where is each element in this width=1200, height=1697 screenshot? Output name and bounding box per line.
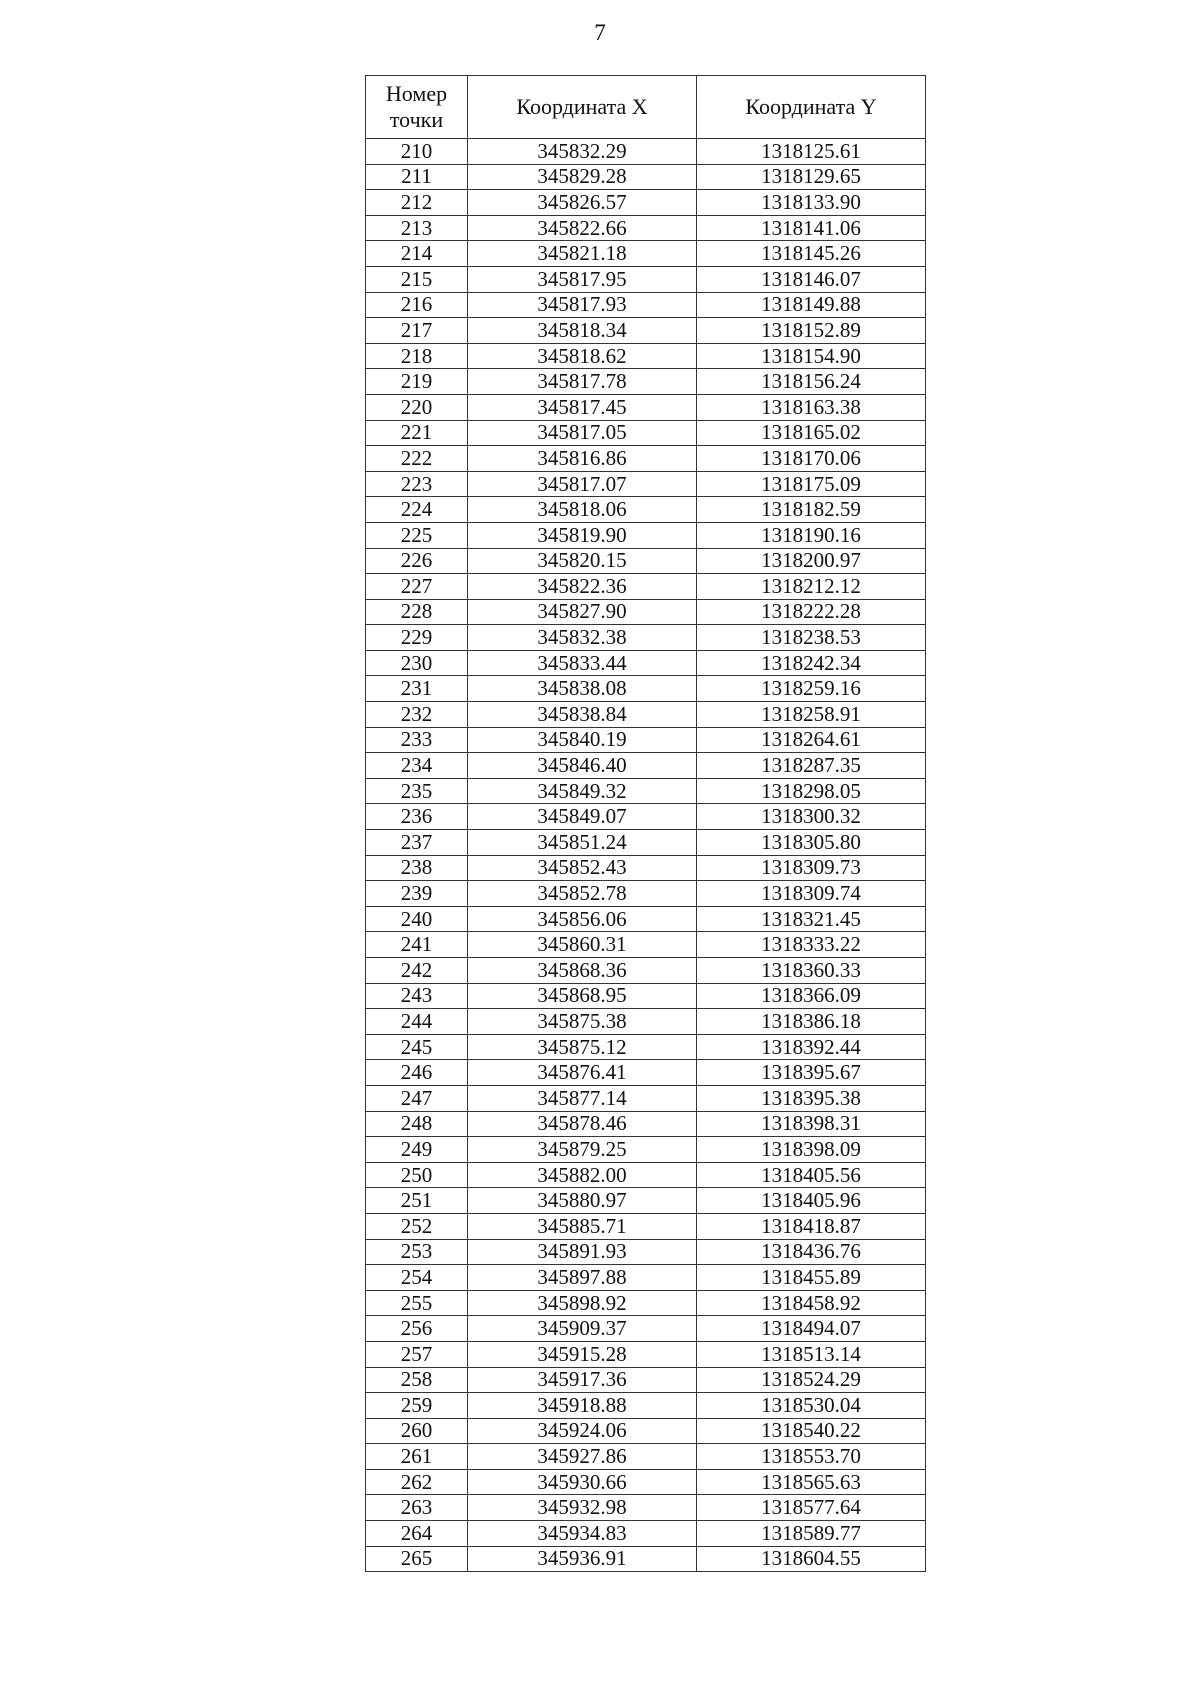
table-row: [366, 702, 926, 728]
cell-coordinate-x: 345891.93: [468, 1239, 697, 1265]
cell-coordinate-y: 1318455.89: [697, 1265, 926, 1291]
table-body: [366, 139, 926, 1572]
table-row: [366, 1546, 926, 1572]
table-row: [366, 1393, 926, 1419]
cell-coordinate-y: 1318258.91: [697, 702, 926, 728]
coordinates-table: [365, 75, 926, 1572]
cell-coordinate-x: 345846.40: [468, 753, 697, 779]
cell-point-number: 242: [366, 958, 468, 984]
table-row: [366, 292, 926, 318]
table-row: [366, 1367, 926, 1393]
cell-coordinate-x: 345818.34: [468, 318, 697, 344]
table-row: [366, 1188, 926, 1214]
header-coordinate-x: Координата X: [468, 76, 697, 139]
cell-point-number: 252: [366, 1213, 468, 1239]
table-row: [366, 830, 926, 856]
cell-point-number: 256: [366, 1316, 468, 1342]
table-row: [366, 522, 926, 548]
cell-coordinate-y: 1318530.04: [697, 1393, 926, 1419]
cell-coordinate-y: 1318333.22: [697, 932, 926, 958]
cell-coordinate-x: 345849.07: [468, 804, 697, 830]
cell-point-number: 251: [366, 1188, 468, 1214]
table-row: [366, 778, 926, 804]
cell-coordinate-x: 345822.66: [468, 215, 697, 241]
cell-coordinate-y: 1318165.02: [697, 420, 926, 446]
table-row: [366, 1495, 926, 1521]
cell-point-number: 222: [366, 446, 468, 472]
cell-coordinate-y: 1318392.44: [697, 1034, 926, 1060]
cell-coordinate-x: 345832.29: [468, 139, 697, 165]
cell-coordinate-y: 1318589.77: [697, 1521, 926, 1547]
table-row: [366, 1162, 926, 1188]
cell-point-number: 233: [366, 727, 468, 753]
cell-coordinate-y: 1318212.12: [697, 574, 926, 600]
table-row: [366, 1341, 926, 1367]
cell-coordinate-y: 1318577.64: [697, 1495, 926, 1521]
cell-coordinate-x: 345852.78: [468, 881, 697, 907]
cell-point-number: 248: [366, 1111, 468, 1137]
cell-coordinate-y: 1318145.26: [697, 241, 926, 267]
cell-coordinate-y: 1318386.18: [697, 1009, 926, 1035]
table-row: [366, 650, 926, 676]
cell-coordinate-y: 1318405.56: [697, 1162, 926, 1188]
cell-coordinate-y: 1318395.38: [697, 1085, 926, 1111]
cell-point-number: 264: [366, 1521, 468, 1547]
cell-coordinate-x: 345877.14: [468, 1085, 697, 1111]
cell-coordinate-y: 1318553.70: [697, 1444, 926, 1470]
table-row: [366, 983, 926, 1009]
cell-point-number: 238: [366, 855, 468, 881]
cell-point-number: 253: [366, 1239, 468, 1265]
cell-coordinate-y: 1318540.22: [697, 1418, 926, 1444]
cell-coordinate-y: 1318321.45: [697, 906, 926, 932]
cell-coordinate-x: 345909.37: [468, 1316, 697, 1342]
cell-coordinate-y: 1318238.53: [697, 625, 926, 651]
cell-coordinate-x: 345851.24: [468, 830, 697, 856]
table-row: [366, 932, 926, 958]
table-row: [366, 215, 926, 241]
cell-point-number: 217: [366, 318, 468, 344]
cell-coordinate-y: 1318163.38: [697, 394, 926, 420]
cell-coordinate-x: 345860.31: [468, 932, 697, 958]
cell-point-number: 257: [366, 1341, 468, 1367]
cell-point-number: 265: [366, 1546, 468, 1572]
cell-point-number: 263: [366, 1495, 468, 1521]
cell-coordinate-x: 345817.45: [468, 394, 697, 420]
cell-point-number: 239: [366, 881, 468, 907]
cell-point-number: 226: [366, 548, 468, 574]
cell-coordinate-x: 345885.71: [468, 1213, 697, 1239]
cell-coordinate-y: 1318513.14: [697, 1341, 926, 1367]
cell-coordinate-x: 345880.97: [468, 1188, 697, 1214]
cell-coordinate-y: 1318405.96: [697, 1188, 926, 1214]
cell-coordinate-y: 1318152.89: [697, 318, 926, 344]
cell-coordinate-y: 1318309.73: [697, 855, 926, 881]
cell-point-number: 220: [366, 394, 468, 420]
cell-point-number: 245: [366, 1034, 468, 1060]
table-row: [366, 1085, 926, 1111]
cell-coordinate-y: 1318141.06: [697, 215, 926, 241]
table-row: [366, 266, 926, 292]
cell-coordinate-x: 345816.86: [468, 446, 697, 472]
cell-point-number: 223: [366, 471, 468, 497]
table-row: [366, 1111, 926, 1137]
table-row: [366, 1034, 926, 1060]
cell-coordinate-x: 345829.28: [468, 164, 697, 190]
table-header-row: [366, 76, 926, 139]
cell-point-number: 225: [366, 522, 468, 548]
table-row: [366, 804, 926, 830]
table-row: [366, 1213, 926, 1239]
table-row: [366, 446, 926, 472]
cell-point-number: 244: [366, 1009, 468, 1035]
cell-coordinate-y: 1318242.34: [697, 650, 926, 676]
cell-point-number: 230: [366, 650, 468, 676]
cell-coordinate-x: 345936.91: [468, 1546, 697, 1572]
cell-coordinate-y: 1318170.06: [697, 446, 926, 472]
cell-coordinate-x: 345817.05: [468, 420, 697, 446]
cell-point-number: 246: [366, 1060, 468, 1086]
cell-point-number: 228: [366, 599, 468, 625]
cell-point-number: 241: [366, 932, 468, 958]
table-row: [366, 958, 926, 984]
cell-point-number: 227: [366, 574, 468, 600]
cell-coordinate-x: 345875.12: [468, 1034, 697, 1060]
cell-coordinate-y: 1318524.29: [697, 1367, 926, 1393]
cell-coordinate-y: 1318133.90: [697, 190, 926, 216]
cell-coordinate-y: 1318604.55: [697, 1546, 926, 1572]
table-row: [366, 497, 926, 523]
cell-coordinate-x: 345879.25: [468, 1137, 697, 1163]
cell-coordinate-x: 345927.86: [468, 1444, 697, 1470]
table-row: [366, 906, 926, 932]
table-row: [366, 574, 926, 600]
table-row: [366, 241, 926, 267]
cell-coordinate-x: 345924.06: [468, 1418, 697, 1444]
cell-point-number: 255: [366, 1290, 468, 1316]
cell-coordinate-y: 1318154.90: [697, 343, 926, 369]
header-point-number: Номер точки: [366, 76, 468, 139]
table-row: [366, 548, 926, 574]
table-row: [366, 1469, 926, 1495]
cell-coordinate-x: 345868.95: [468, 983, 697, 1009]
cell-coordinate-x: 345852.43: [468, 855, 697, 881]
cell-coordinate-x: 345820.15: [468, 548, 697, 574]
table-row: [366, 1137, 926, 1163]
cell-coordinate-y: 1318366.09: [697, 983, 926, 1009]
table-row: [366, 318, 926, 344]
cell-point-number: 221: [366, 420, 468, 446]
cell-coordinate-y: 1318298.05: [697, 778, 926, 804]
cell-point-number: 240: [366, 906, 468, 932]
table-row: [366, 881, 926, 907]
table-row: [366, 1265, 926, 1291]
cell-coordinate-y: 1318190.16: [697, 522, 926, 548]
cell-coordinate-y: 1318200.97: [697, 548, 926, 574]
cell-coordinate-y: 1318264.61: [697, 727, 926, 753]
table-row: [366, 343, 926, 369]
cell-point-number: 214: [366, 241, 468, 267]
cell-coordinate-y: 1318305.80: [697, 830, 926, 856]
cell-coordinate-y: 1318182.59: [697, 497, 926, 523]
cell-point-number: 259: [366, 1393, 468, 1419]
cell-coordinate-y: 1318494.07: [697, 1316, 926, 1342]
cell-coordinate-x: 345821.18: [468, 241, 697, 267]
table-row: [366, 1521, 926, 1547]
cell-coordinate-x: 345917.36: [468, 1367, 697, 1393]
cell-point-number: 261: [366, 1444, 468, 1470]
cell-coordinate-x: 345868.36: [468, 958, 697, 984]
cell-coordinate-x: 345818.06: [468, 497, 697, 523]
cell-point-number: 224: [366, 497, 468, 523]
cell-point-number: 260: [366, 1418, 468, 1444]
table-row: [366, 471, 926, 497]
cell-coordinate-x: 345932.98: [468, 1495, 697, 1521]
cell-coordinate-x: 345840.19: [468, 727, 697, 753]
cell-point-number: 212: [366, 190, 468, 216]
cell-coordinate-x: 345826.57: [468, 190, 697, 216]
cell-coordinate-x: 345915.28: [468, 1341, 697, 1367]
table-row: [366, 190, 926, 216]
table-row: [366, 369, 926, 395]
cell-point-number: 262: [366, 1469, 468, 1495]
cell-coordinate-y: 1318398.31: [697, 1111, 926, 1137]
cell-coordinate-y: 1318418.87: [697, 1213, 926, 1239]
cell-coordinate-y: 1318125.61: [697, 139, 926, 165]
cell-coordinate-x: 345878.46: [468, 1111, 697, 1137]
cell-coordinate-y: 1318300.32: [697, 804, 926, 830]
cell-coordinate-x: 345817.95: [468, 266, 697, 292]
cell-coordinate-y: 1318395.67: [697, 1060, 926, 1086]
table-row: [366, 1418, 926, 1444]
table-row: [366, 753, 926, 779]
cell-coordinate-x: 345882.00: [468, 1162, 697, 1188]
cell-coordinate-x: 345838.84: [468, 702, 697, 728]
table-row: [366, 1060, 926, 1086]
cell-coordinate-x: 345827.90: [468, 599, 697, 625]
cell-point-number: 219: [366, 369, 468, 395]
table-row: [366, 1316, 926, 1342]
cell-coordinate-y: 1318129.65: [697, 164, 926, 190]
table-row: [366, 727, 926, 753]
cell-point-number: 231: [366, 676, 468, 702]
cell-coordinate-x: 345818.62: [468, 343, 697, 369]
cell-point-number: 237: [366, 830, 468, 856]
cell-coordinate-x: 345934.83: [468, 1521, 697, 1547]
page-number: 7: [594, 20, 606, 45]
cell-coordinate-x: 345898.92: [468, 1290, 697, 1316]
cell-coordinate-x: 345875.38: [468, 1009, 697, 1035]
table-row: [366, 855, 926, 881]
cell-point-number: 211: [366, 164, 468, 190]
cell-point-number: 236: [366, 804, 468, 830]
cell-point-number: 213: [366, 215, 468, 241]
cell-point-number: 216: [366, 292, 468, 318]
cell-coordinate-y: 1318565.63: [697, 1469, 926, 1495]
cell-coordinate-y: 1318222.28: [697, 599, 926, 625]
cell-coordinate-x: 345918.88: [468, 1393, 697, 1419]
table-row: [366, 1009, 926, 1035]
cell-point-number: 218: [366, 343, 468, 369]
cell-point-number: 210: [366, 139, 468, 165]
cell-point-number: 258: [366, 1367, 468, 1393]
cell-point-number: 254: [366, 1265, 468, 1291]
cell-point-number: 229: [366, 625, 468, 651]
cell-coordinate-x: 345838.08: [468, 676, 697, 702]
cell-coordinate-y: 1318146.07: [697, 266, 926, 292]
cell-coordinate-x: 345817.93: [468, 292, 697, 318]
table-row: [366, 1290, 926, 1316]
cell-coordinate-y: 1318458.92: [697, 1290, 926, 1316]
cell-coordinate-x: 345822.36: [468, 574, 697, 600]
cell-coordinate-y: 1318287.35: [697, 753, 926, 779]
cell-point-number: 249: [366, 1137, 468, 1163]
table-row: [366, 625, 926, 651]
cell-point-number: 232: [366, 702, 468, 728]
cell-coordinate-y: 1318360.33: [697, 958, 926, 984]
cell-coordinate-x: 345819.90: [468, 522, 697, 548]
table-row: [366, 1444, 926, 1470]
cell-coordinate-x: 345856.06: [468, 906, 697, 932]
cell-coordinate-x: 345897.88: [468, 1265, 697, 1291]
cell-point-number: 250: [366, 1162, 468, 1188]
cell-coordinate-y: 1318175.09: [697, 471, 926, 497]
table-row: [366, 420, 926, 446]
table-row: [366, 164, 926, 190]
cell-coordinate-x: 345876.41: [468, 1060, 697, 1086]
cell-coordinate-x: 345833.44: [468, 650, 697, 676]
cell-coordinate-x: 345849.32: [468, 778, 697, 804]
cell-coordinate-y: 1318436.76: [697, 1239, 926, 1265]
cell-point-number: 235: [366, 778, 468, 804]
cell-point-number: 215: [366, 266, 468, 292]
table-row: [366, 394, 926, 420]
cell-point-number: 243: [366, 983, 468, 1009]
cell-coordinate-y: 1318156.24: [697, 369, 926, 395]
cell-coordinate-y: 1318398.09: [697, 1137, 926, 1163]
header-coordinate-y: Координата Y: [697, 76, 926, 139]
cell-coordinate-x: 345930.66: [468, 1469, 697, 1495]
table-row: [366, 599, 926, 625]
cell-point-number: 234: [366, 753, 468, 779]
table-row: [366, 1239, 926, 1265]
cell-coordinate-y: 1318309.74: [697, 881, 926, 907]
cell-point-number: 247: [366, 1085, 468, 1111]
cell-coordinate-x: 345817.78: [468, 369, 697, 395]
table-row: [366, 139, 926, 165]
cell-coordinate-x: 345817.07: [468, 471, 697, 497]
cell-coordinate-x: 345832.38: [468, 625, 697, 651]
table-row: [366, 676, 926, 702]
cell-coordinate-y: 1318259.16: [697, 676, 926, 702]
cell-coordinate-y: 1318149.88: [697, 292, 926, 318]
